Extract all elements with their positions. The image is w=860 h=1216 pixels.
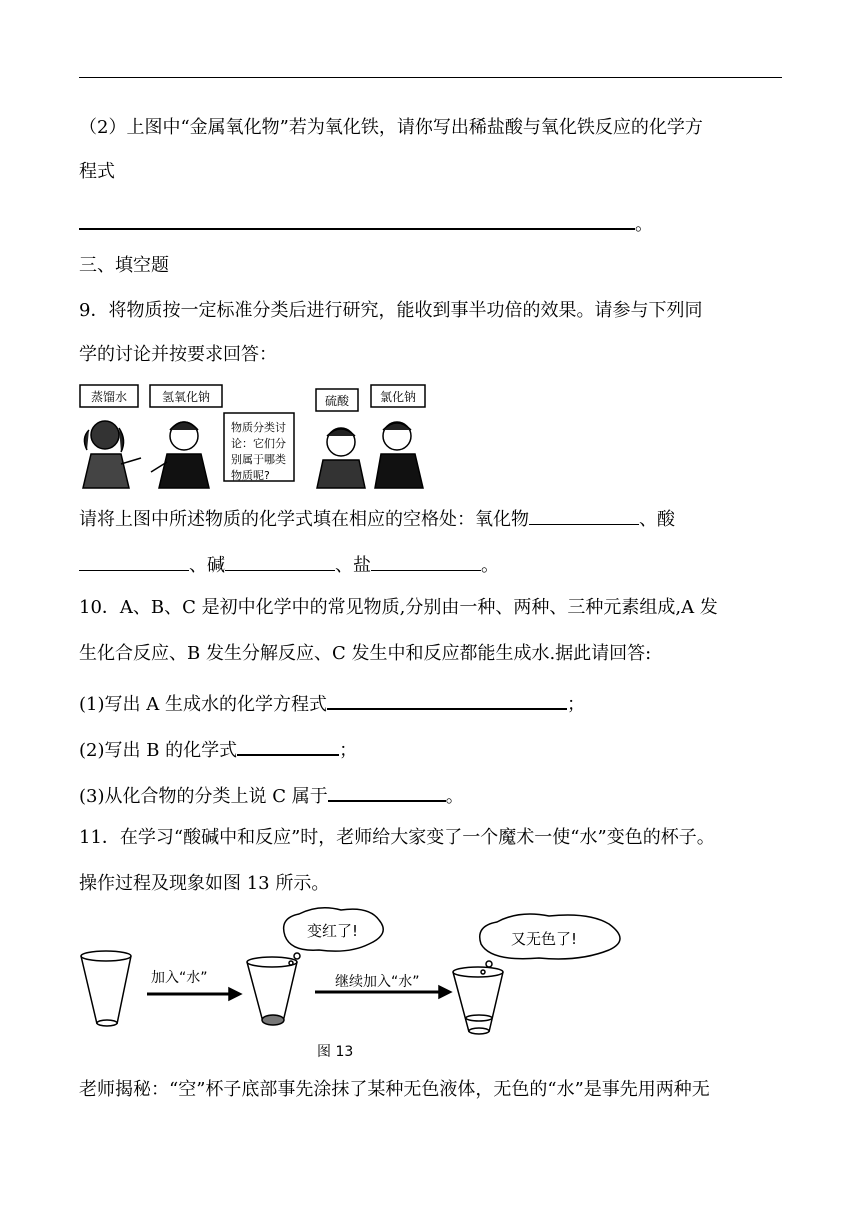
cup-colorless-rim bbox=[453, 967, 503, 977]
label-continue-add: 继续加入“水” bbox=[335, 974, 420, 990]
figure-caption: 图 13 bbox=[317, 1044, 354, 1060]
arrow-head-2 bbox=[439, 986, 451, 998]
q8-part2-line1: （2）上图中“金属氧化物”若为氧化铁，请你写出稀盐酸与氧化铁反应的化学方 bbox=[79, 117, 703, 138]
cup-red bbox=[247, 962, 297, 1022]
label-colorless-again: 又无色了! bbox=[511, 930, 578, 948]
section-title: 三、填空题 bbox=[79, 255, 169, 276]
thought-dot-2b bbox=[481, 970, 485, 974]
arrow-head-1 bbox=[229, 988, 241, 1000]
thought-dot-1b bbox=[289, 961, 293, 965]
q11-line1: 11．在学习“酸碱中和反应”时，老师给大家变了一个魔术一使“水”变色的杯子。 bbox=[79, 827, 715, 848]
blank-a-equation[interactable] bbox=[327, 688, 567, 710]
board-text-1: 物质分类讨 bbox=[231, 421, 286, 434]
header-rule bbox=[79, 77, 782, 78]
student-4-drawing bbox=[375, 422, 423, 488]
q8-answer-line: 。 bbox=[79, 208, 653, 237]
blank-b-formula[interactable] bbox=[237, 734, 339, 756]
q9-discussion-figure bbox=[79, 380, 429, 490]
q8-part2-line2: 程式 bbox=[79, 161, 115, 182]
q10-line1: 10．A、B、C 是初中化学中的常见物质,分别由一种、两种、三种元素组成,A 发 bbox=[79, 597, 718, 618]
q10-sub1: (1)写出 A 生成水的化学方程式 ； bbox=[79, 688, 585, 717]
bubble-text-1: 蒸馏水 bbox=[90, 390, 128, 404]
bubble-text-5: 氯化钠 bbox=[379, 390, 417, 404]
board-text-3: 别属于哪类 bbox=[231, 453, 286, 466]
cup-empty-rim bbox=[81, 951, 131, 961]
cup-empty bbox=[81, 956, 131, 1024]
q10-sub3: (3)从化合物的分类上说 C 属于 。 bbox=[79, 780, 464, 809]
student-2-drawing bbox=[151, 422, 209, 488]
board-text-2: 论：它们分 bbox=[231, 437, 286, 450]
cup-colorless bbox=[453, 972, 503, 1032]
label-add-water: 加入“水” bbox=[151, 970, 208, 986]
q9-line2: 学的讨论并按要求回答： bbox=[79, 344, 277, 365]
blank-acid[interactable] bbox=[79, 550, 189, 571]
student-1-drawing bbox=[83, 421, 141, 488]
q9-line1: 9．将物质按一定标准分类后进行研究，能收到事半功倍的效果。请参与下列同 bbox=[79, 300, 703, 321]
cup-colorless-base bbox=[469, 1028, 489, 1034]
figure-13-magic-cup bbox=[79, 906, 649, 1062]
board-text-4: 物质呢? bbox=[231, 469, 270, 482]
bubble-text-2: 氢氧化钠 bbox=[161, 390, 211, 404]
q11-line2: 操作过程及现象如图 13 所示。 bbox=[79, 873, 330, 894]
bubble-text-4: 硫酸 bbox=[324, 394, 350, 408]
cup-red-liquid bbox=[262, 1015, 284, 1025]
q9-fill-line2: 、碱 、盐 。 bbox=[79, 550, 499, 578]
blank-oxide[interactable] bbox=[529, 504, 639, 525]
thought-dot-1a bbox=[294, 953, 300, 959]
label-turned-red: 变红了! bbox=[307, 922, 359, 940]
blank-c-class[interactable] bbox=[328, 780, 446, 802]
q10-sub2: (2)写出 B 的化学式 ； bbox=[79, 734, 357, 763]
blank-salt[interactable] bbox=[371, 550, 481, 571]
thought-dot-2a bbox=[486, 961, 492, 967]
student-3-drawing bbox=[317, 428, 365, 488]
blank-base[interactable] bbox=[225, 550, 335, 571]
q9-fill-line1: 请将上图中所述物质的化学式填在相应的空格处：氧化物 、酸 bbox=[79, 504, 675, 532]
q10-line2: 生化合反应、B 发生分解反应、C 发生中和反应都能生成水.据此请回答: bbox=[79, 643, 652, 664]
answer-blank[interactable] bbox=[79, 208, 635, 230]
cup-empty-base bbox=[97, 1020, 117, 1026]
q11-line3: 老师揭秘：“空”杯子底部事先涂抹了某种无色液体，无色的“水”是事先用两种无 bbox=[79, 1079, 710, 1100]
cup-colorless-liquid bbox=[466, 1015, 492, 1021]
